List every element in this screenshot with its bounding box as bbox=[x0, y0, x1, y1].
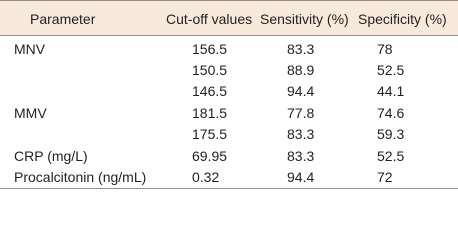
table-cell-cutoff: 0.32 bbox=[192, 169, 220, 185]
table-cell-cutoff: 69.95 bbox=[192, 148, 228, 164]
table-cell-parameter: MMV bbox=[14, 105, 47, 121]
table-cell-specificity: 52.5 bbox=[377, 62, 405, 78]
table-cell-specificity: 72 bbox=[377, 169, 393, 185]
table-cell-parameter: Procalcitonin (ng/mL) bbox=[14, 169, 147, 185]
table-cell-specificity: 74.6 bbox=[377, 105, 405, 121]
table-cell-sensitivity: 83.3 bbox=[287, 41, 315, 57]
table-header-row bbox=[0, 0, 458, 36]
table-cell-sensitivity: 88.9 bbox=[287, 62, 315, 78]
table-cell-specificity: 52.5 bbox=[377, 148, 405, 164]
table-cell-specificity: 78 bbox=[377, 41, 393, 57]
table-cell-sensitivity: 83.3 bbox=[287, 148, 315, 164]
table-cell-cutoff: 175.5 bbox=[192, 126, 228, 142]
table-cell-sensitivity: 77.8 bbox=[287, 105, 315, 121]
table-cell-cutoff: 150.5 bbox=[192, 62, 228, 78]
header-specificity: Specificity (%) bbox=[358, 11, 447, 27]
table-cell-parameter: CRP (mg/L) bbox=[14, 148, 88, 164]
table-cell-specificity: 59.3 bbox=[377, 126, 405, 142]
table-cell-cutoff: 181.5 bbox=[192, 105, 228, 121]
table-cell-sensitivity: 94.4 bbox=[287, 83, 315, 99]
header-sensitivity: Sensitivity (%) bbox=[260, 11, 349, 27]
table-cell-cutoff: 156.5 bbox=[192, 41, 228, 57]
table-cell-sensitivity: 83.3 bbox=[287, 126, 315, 142]
table-cell-sensitivity: 94.4 bbox=[287, 169, 315, 185]
table-cell-cutoff: 146.5 bbox=[192, 83, 228, 99]
table-cell-specificity: 44.1 bbox=[377, 83, 405, 99]
table-cell-parameter: MNV bbox=[14, 41, 46, 57]
header-parameter: Parameter bbox=[30, 11, 96, 27]
table-bottom-rule bbox=[0, 188, 458, 189]
header-cutoff-values: Cut-off values bbox=[166, 11, 253, 27]
